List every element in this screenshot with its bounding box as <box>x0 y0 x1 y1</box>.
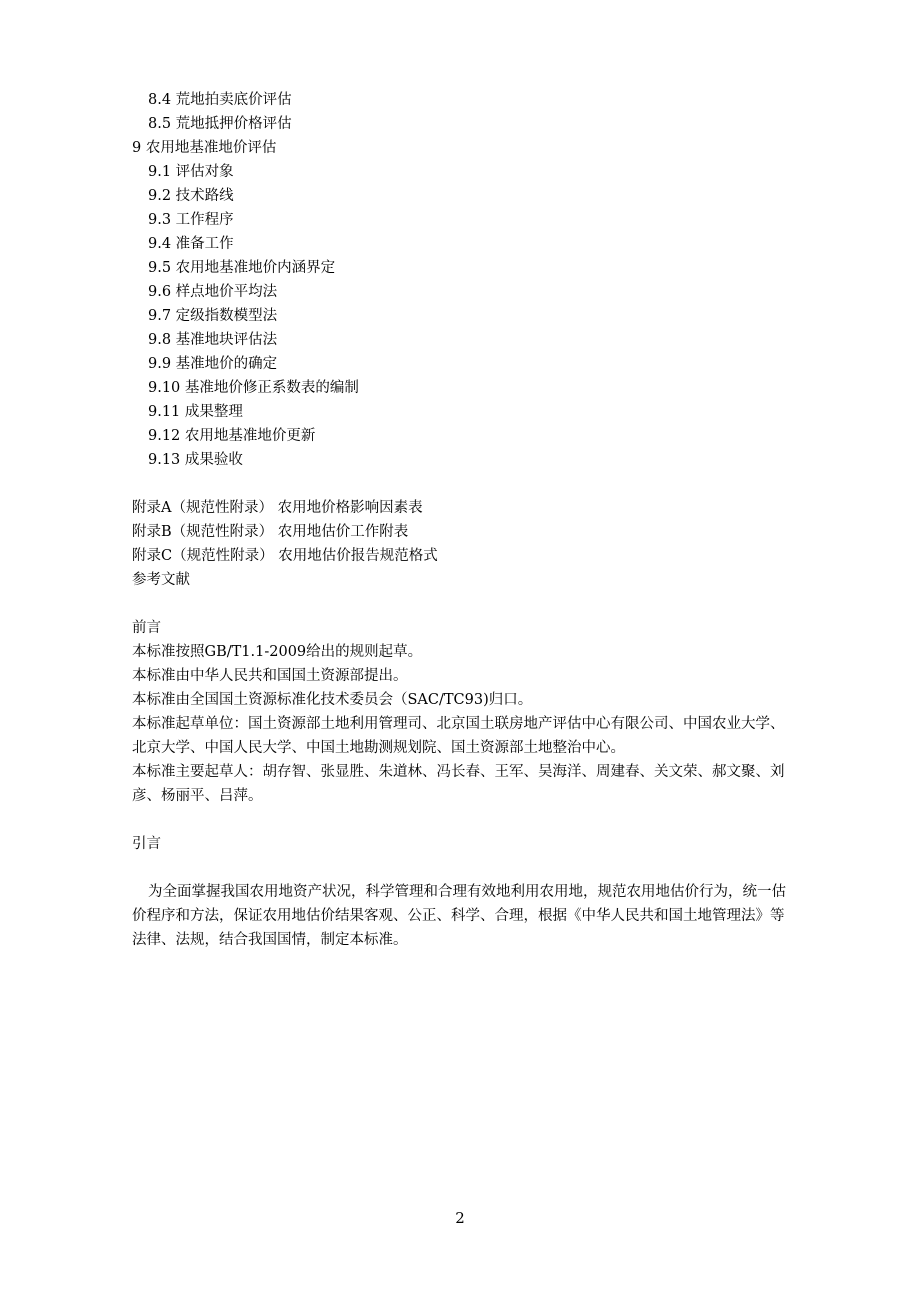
foreword-paragraph: 本标准按照GB/T1.1-2009给出的规则起草。 <box>132 644 423 660</box>
toc-item: 9.13 成果验收 <box>148 452 243 468</box>
toc-item: 8.5 荒地抵押价格评估 <box>148 116 292 132</box>
toc-item: 9.8 基准地块评估法 <box>148 332 278 348</box>
table-of-contents <box>132 88 792 592</box>
introduction-heading: 引言 <box>132 836 161 852</box>
introduction-section <box>132 832 792 952</box>
introduction-paragraph: 为全面掌握我国农用地资产状况，科学管理和合理有效地利用农用地，规范农用地估价行为，统一估价程序和方法，保证农用地估价结果客观、公正、科学、合理，根据《中华人民共和国土地管理法》等法律、法规，结合我国国情，制定本标准。 <box>132 884 786 948</box>
toc-appendix-b: 附录B（规范性附录） 农用地估价工作附表 <box>132 524 409 540</box>
toc-references: 参考文献 <box>132 572 190 588</box>
toc-item: 9.10 基准地价修正系数表的编制 <box>148 380 359 396</box>
toc-item: 9.12 农用地基准地价更新 <box>148 428 316 444</box>
toc-item: 9.3 工作程序 <box>148 212 234 228</box>
spacer <box>132 472 792 496</box>
spacer <box>132 856 792 880</box>
toc-item: 9.6 样点地价平均法 <box>148 284 278 300</box>
spacer <box>132 808 792 832</box>
toc-item: 9.1 评估对象 <box>148 164 234 180</box>
toc-item: 8.4 荒地拍卖底价评估 <box>148 92 292 108</box>
spacer <box>132 592 792 616</box>
toc-item: 9.7 定级指数模型法 <box>148 308 278 324</box>
toc-appendix-c: 附录C（规范性附录） 农用地估价报告规范格式 <box>132 548 438 564</box>
page-number: 2 <box>455 1209 465 1227</box>
toc-item: 9.2 技术路线 <box>148 188 234 204</box>
page-content <box>132 88 792 952</box>
toc-item: 9 农用地基准地价评估 <box>132 140 277 156</box>
toc-item: 9.11 成果整理 <box>148 404 243 420</box>
toc-item: 9.5 农用地基准地价内涵界定 <box>148 260 336 276</box>
toc-appendix-a: 附录A（规范性附录） 农用地价格影响因素表 <box>132 500 423 516</box>
toc-item: 9.4 准备工作 <box>148 236 234 252</box>
foreword-paragraph: 本标准起草单位：国土资源部土地利用管理司、北京国土联房地产评估中心有限公司、中国农业大学、北京大学、中国人民大学、中国土地勘测规划院、国土资源部土地整治中心。 <box>132 716 785 756</box>
foreword-paragraph: 本标准由全国国土资源标准化技术委员会（SAC/TC93)归口。 <box>132 692 533 708</box>
foreword-paragraph: 本标准由中华人民共和国国土资源部提出。 <box>132 668 408 684</box>
foreword-section <box>132 616 792 808</box>
foreword-paragraph: 本标准主要起草人：胡存智、张显胜、朱道林、冯长春、王军、吴海洋、周建春、关文荣、郝文聚、刘彦、杨丽平、吕萍。 <box>132 764 785 804</box>
foreword-heading: 前言 <box>132 620 161 636</box>
toc-item: 9.9 基准地价的确定 <box>148 356 278 372</box>
